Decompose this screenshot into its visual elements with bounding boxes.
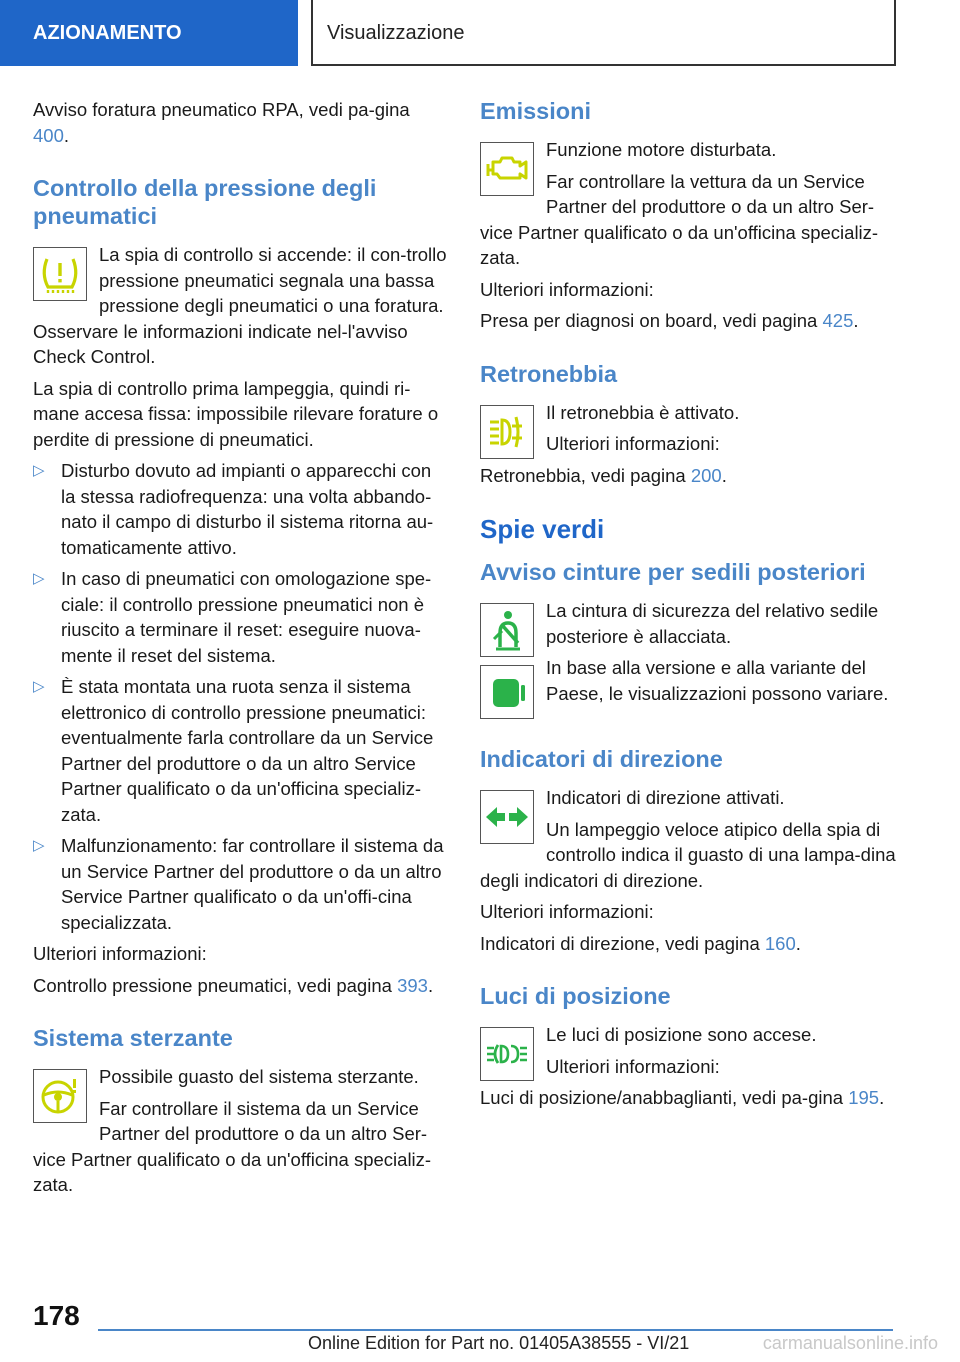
page-link-160[interactable]: 160	[764, 932, 796, 954]
page-link-425[interactable]: 425	[822, 310, 854, 331]
tire-reference: Controllo pressione pneumatici, vedi pagina 393.	[33, 974, 434, 996]
page-link-195[interactable]: 195	[848, 1087, 880, 1108]
rear-fog-light-icon	[484, 409, 530, 455]
rear-seat-status-icon	[484, 669, 530, 715]
site-watermark: carmanualsonline.info	[762, 1333, 938, 1353]
emissions-heading: Emissioni	[480, 98, 592, 124]
emissions-para-1: Funzione motore disturbata.	[546, 139, 777, 160]
seat-status-icon-box	[480, 665, 534, 719]
rear-belt-para-2: In base alla versione e alla variante del Paese, le visualizzazioni possono variare.	[546, 657, 889, 704]
page-number: 178	[33, 1300, 80, 1331]
position-lights-heading: Luci di posizione	[480, 983, 671, 1009]
position-lights-reference: Luci di posizione/anabbaglianti, vedi pa-gina 195.	[480, 1087, 885, 1108]
seatbelt-icon	[484, 607, 530, 653]
list-item: ▷ Malfunzionamento: far controllare il sistema da un Service Partner del produttore o da un altro Service Partner qualificato o da un'offi-cina specializzata.	[33, 835, 444, 933]
rear-fog-para-1: Il retronebbia è attivato.	[546, 401, 740, 423]
tire-pressure-heading: Controllo della pressione degli pneumatici	[33, 175, 377, 229]
position-lights-more-info-label: Ulteriori informazioni:	[546, 1055, 720, 1077]
steering-heading: Sistema sterzante	[33, 1025, 233, 1051]
green-lights-heading: Spie verdi	[480, 514, 605, 544]
steering-para-2: Far controllare il sistema da un Service Partner del produttore o da un altro Ser-vice Partner qualificato o da un'officina specializ-zata.	[33, 1097, 432, 1195]
list-item: ▷ In caso di pneumatici con omologazione spe-ciale: il controllo pressione pneumatici non è riuscito a terminare il reset: eseguire nuova-mente il reset del sistema.	[33, 568, 432, 666]
turn-signal-para-2: Un lampeggio veloce atipico della spia di controllo indica il guasto di una lampa-dina degli indicatori di direzione.	[480, 818, 896, 891]
edition-footer: Online Edition for Part no. 01405A38555 - VI/21	[308, 1333, 690, 1353]
belt-icon-box	[480, 603, 534, 657]
triangle-bullet-icon: ▷	[33, 837, 45, 854]
tire-pressure-para-1: La spia di controllo si accende: il con-trollo pressione pneumatici segnala una bassa pressione degli pneumatici o una foratura. Osservare le informazioni indicate nel-l'avviso Check Control.	[33, 244, 447, 367]
emissions-reference: Presa per diagnosi on board, vedi pagina 425.	[480, 310, 859, 331]
steering-wheel-warning-icon	[37, 1073, 83, 1119]
page-link-400[interactable]: 400	[33, 124, 64, 146]
rear-fog-more-info-label: Ulteriori informazioni:	[546, 433, 720, 454]
emissions-more-info-label: Ulteriori informazioni:	[480, 278, 654, 300]
rpa-intro: Avviso foratura pneumatico RPA, vedi pa-gina 400.	[33, 99, 410, 146]
rear-fog-heading: Retronebbia	[480, 360, 618, 387]
rear-belt-para-1: La cintura di sicurezza del relativo sedile posteriore è allacciata.	[546, 600, 879, 647]
emissions-icon-box	[480, 142, 534, 196]
tire-pressure-warning-icon	[37, 251, 83, 297]
position-lights-para-1: Le luci di posizione sono accese.	[546, 1024, 817, 1045]
triangle-bullet-icon: ▷	[33, 570, 45, 587]
belt-icons	[480, 598, 534, 719]
turn-signal-para-1: Indicatori di direzione attivati.	[546, 787, 785, 808]
turn-signal-arrows-icon	[484, 794, 530, 840]
right-column	[480, 97, 896, 1117]
page-link-393[interactable]: 393	[397, 974, 428, 996]
rear-fog-reference: Retronebbia, vedi pagina 200.	[480, 464, 727, 486]
rear-fog-icon-box	[480, 405, 534, 459]
steering-para-1: Possibile guasto del sistema sterzante.	[99, 1066, 419, 1087]
rear-belt-heading: Avviso cinture per sedili posteriori	[480, 559, 866, 585]
list-item: ▷ È stata montata una ruota senza il sistema elettronico di controllo pressione pneumatici: eventualmente farla controllare da un Service Partner del produttore o da un altro Service Partner qualificato o da un'officina specializ-zata.	[33, 676, 434, 825]
list-item: ▷ Disturbo dovuto ad impianti o apparecchi con la stessa radiofrequenza: una volta abbando-nato il campo di disturbo il sistema ritorna au-tomaticamente attivo.	[33, 460, 434, 558]
position-lights-icon-box	[480, 1027, 534, 1081]
turn-signal-more-info-label: Ulteriori informazioni:	[480, 901, 654, 922]
subsection-header	[311, 0, 896, 66]
subsection-title: Visualizzazione	[327, 22, 465, 44]
position-lights-icon	[484, 1031, 530, 1077]
steering-icon-box	[33, 1069, 87, 1123]
page-link-200[interactable]: 200	[690, 464, 722, 486]
tire-pressure-para-2: La spia di controllo prima lampeggia, quindi ri-mane accesa fissa: impossibile rilevare forature o perdite di pressione di pneumatici.	[33, 377, 439, 450]
turn-signal-heading: Indicatori di direzione	[480, 746, 723, 772]
turn-signal-reference: Indicatori di direzione, vedi pagina 160.	[480, 932, 801, 954]
tire-pressure-bullets	[33, 458, 449, 935]
triangle-bullet-icon: ▷	[33, 462, 45, 479]
section-tab: AZIONAMENTO	[0, 0, 298, 66]
left-column	[33, 97, 449, 1204]
tire-more-info-label: Ulteriori informazioni:	[33, 943, 207, 964]
tire-pressure-icon-box	[33, 247, 87, 301]
engine-check-icon	[484, 146, 530, 192]
triangle-bullet-icon: ▷	[33, 678, 45, 695]
turn-signal-icon-box	[480, 790, 534, 844]
emissions-para-2: Far controllare la vettura da un Service Partner del produttore o da un altro Ser-vice Partner qualificato o da un'officina specializ-zata.	[480, 170, 879, 268]
footer-divider	[98, 1329, 893, 1331]
